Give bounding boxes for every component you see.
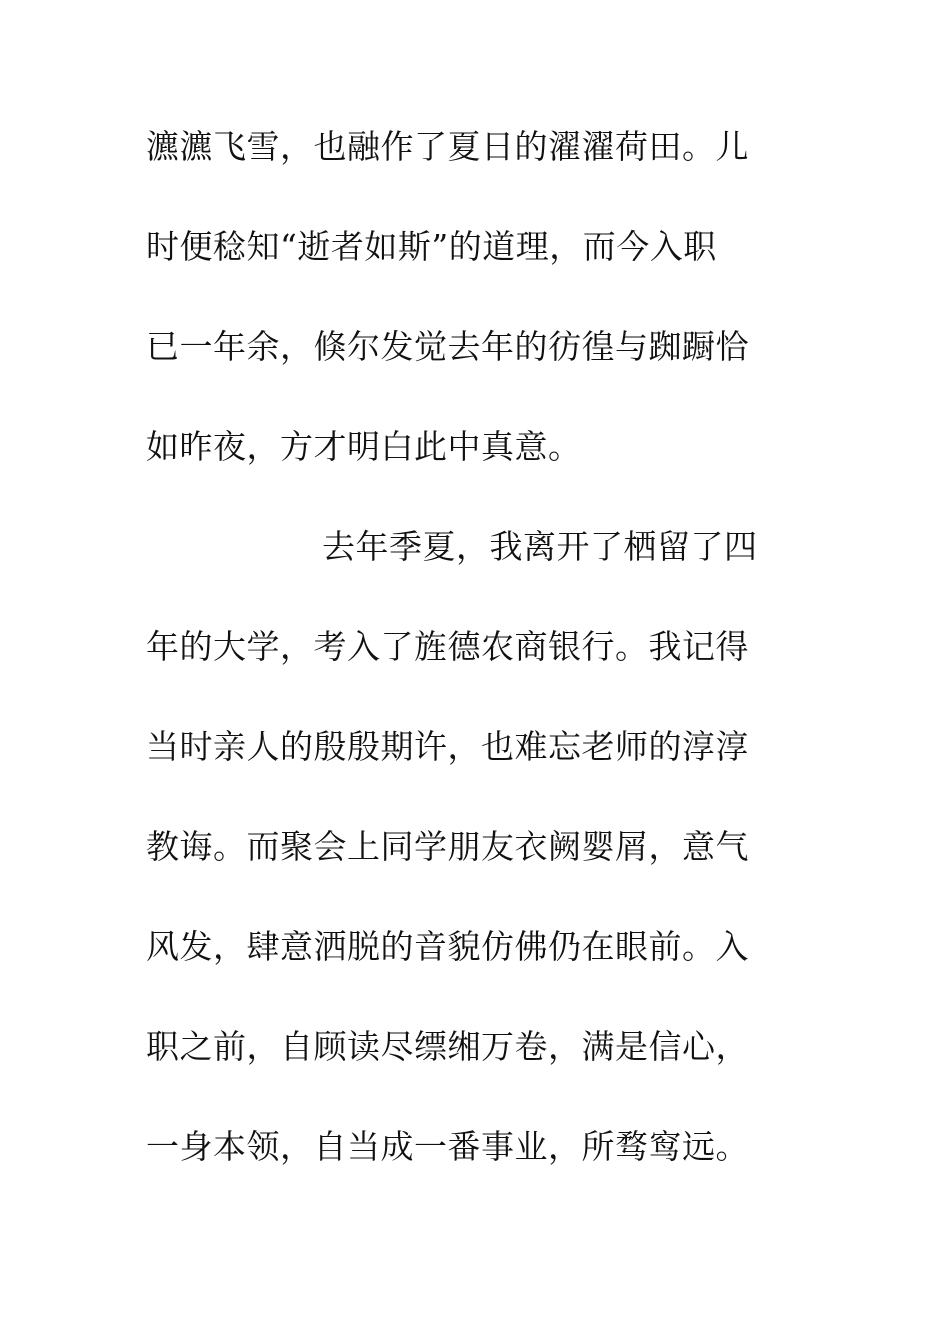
text-line-9: 风发，肆意洒脱的音貌仿佛仍在眼前。入 (146, 927, 749, 966)
text-line-6: 年的大学，考入了旌德农商银行。我记得 (146, 627, 749, 666)
paragraph-2-first-line: 去年季夏，我离开了栖留了四 (322, 527, 758, 566)
text-line-4: 如昨夜，方才明白此中真意。 (146, 427, 582, 466)
text-line-11: 一身本领，自当成一番事业，所骛窎远。 (146, 1127, 749, 1166)
text-line-7: 当时亲人的殷殷期许，也难忘老师的淳淳 (146, 727, 749, 766)
document-text-body (146, 127, 786, 1230)
text-line-10: 职之前，自顾读尽缥缃万卷，满是信心， (146, 1027, 749, 1066)
text-line-2: 时便稔知“逝者如斯”的道理，而今入职 (146, 227, 717, 266)
text-line-1: 瀌瀌飞雪，也融作了夏日的濯濯荷田。儿 (146, 127, 749, 166)
text-line-8: 教诲。而聚会上同学朋友衣阙婴屑，意气 (146, 827, 749, 866)
text-line-3: 已一年余，倏尔发觉去年的彷徨与踟蹰恰 (146, 327, 749, 366)
